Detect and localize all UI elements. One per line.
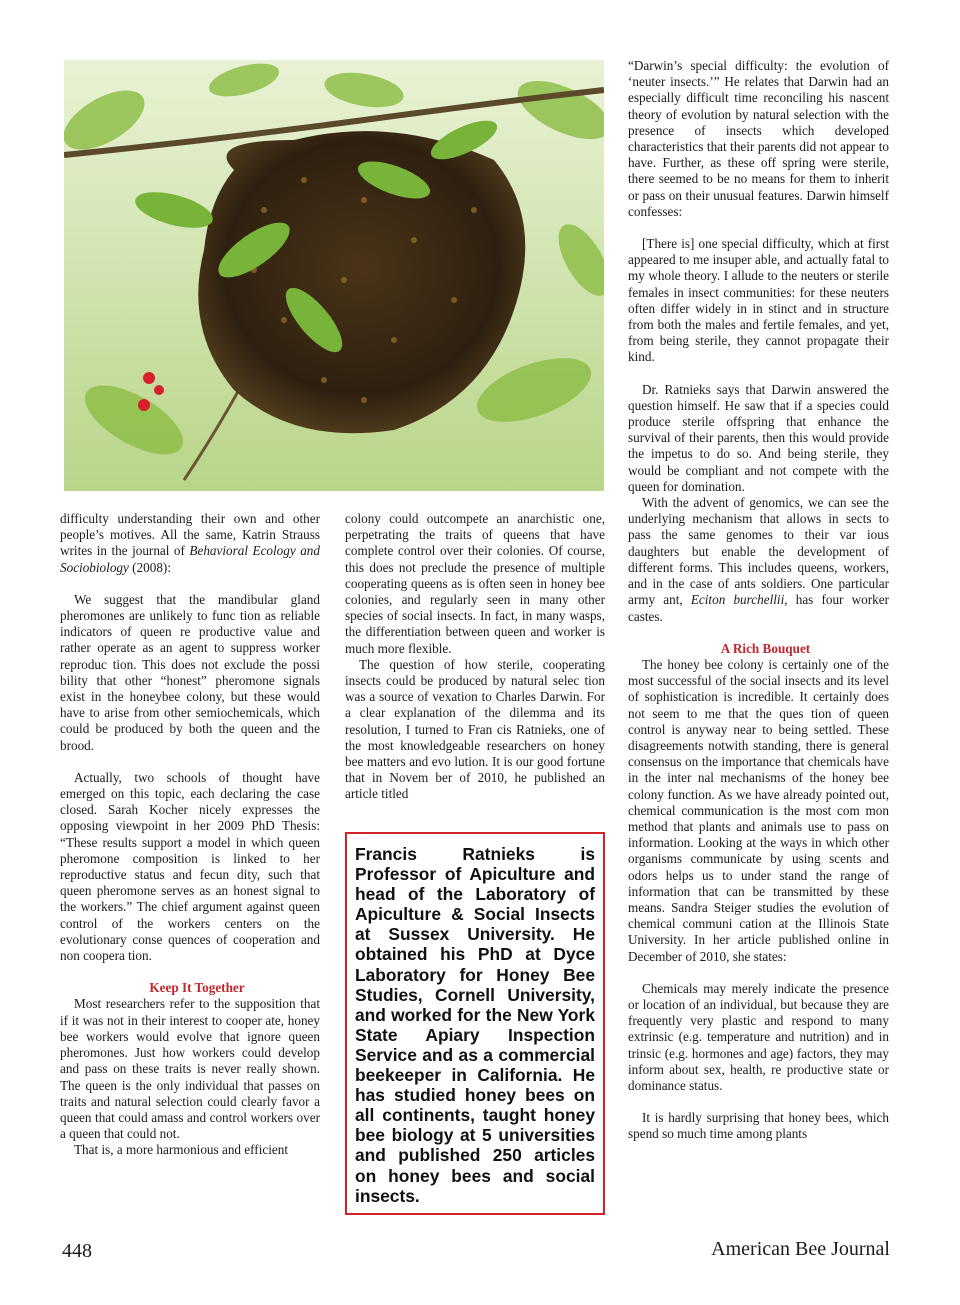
block-quote: Chemicals may merely indicate the presence or location of an individual, but because they are frequently very plastic and respond to many extrinsic (e.g. temperature and nutrition) and in trinsic (e.g. hormones and age) factors, they may inform about sex, health, re productive state or dominance status.	[628, 980, 889, 1093]
section-heading: Keep It Together	[149, 980, 245, 996]
paragraph: Actually, two schools of thought have emerged on this topic, each declaring the case closed. Sarah Kocher nicely expresses the opposing viewpoint in her 2009 PhD Thesis: “These results support a model in which queen pheromone composition is linked to her reproductive status and fecun dity, such that queen pheromone serves as an honest signal to the workers.” The chief argument against queen control of the workers centers on the evolutionary conse quences of cooperation and non coopera tion.	[60, 769, 320, 964]
right-column	[628, 58, 889, 1143]
bee-swarm-photo	[64, 60, 604, 491]
page-number: 448	[62, 1240, 92, 1262]
block-quote: We suggest that the mandibular gland pheromones are unlikely to func tion as reliable indicators of queen re productive value and rather operate as an agent to suppress worker reproduc tion. This does not exclude the possi bility that other “honest” pheromone signals exist in the honeybee colony, but these would have to arise from other semiochemicals, which could be produced by both the queen and the brood.	[60, 591, 320, 753]
section-heading: A Rich Bouquet	[720, 640, 811, 656]
paragraph: The honey bee colony is certainly one of the most successful of the social insects and its level of sophistication is incredible. It certainly does not seem to me that the ques tion of queen control is anyway near to being settled. These disagreements notwith standing, there is general consensus on the importance that chemicals have in the inter nal mechanisms of the honey bee colony function. As we have already pointed out, chemical communication is the most com mon method that plants and animals use to pass on information. Looking at the ways in which other organisms communicate by using scents and odors helps us to under stand the range of information that can be transmitted by these means. Sandra Steiger studies the evolution of chemical communi cation at the Illinois State University. In her article published online in December of 2010, she states:	[628, 656, 889, 964]
author-name: Francis Ratnieks	[355, 844, 535, 864]
bee-swarm-illustration	[64, 60, 604, 491]
paragraph: With the advent of genomics, we can see the underlying mechanism that allows in sects to pass the same genomes to their var ious daughters but enable the development of different forms. This includes queens, workers, and in the case of ants soldiers. One particular army ant, Eciton burchellii, has four worker castes.	[628, 495, 889, 624]
left-column	[60, 511, 320, 1159]
paragraph: The question of how sterile, cooperating insects could be produced by natural selec tion was a source of vexation to Charles Darwin. For a clear explanation of the dilemma and its resolution, I turned to Fran cis Ratnieks, one of the most knowledgeable researchers on honey bee matters and evo lution. It is our good fortune that in Novem ber of 2010, he published an article titled	[345, 656, 605, 802]
author-bio-text: is Professor of Apiculture and head of the Laboratory of Apiculture & Social Insects at Sussex University. He obtained his PhD at Dyce Laboratory for Honey Bee Studies, Cornell University, and worked for the New York State Apiary Inspection Service and as a commercial beekeeper in California. He has studied honey bees on all continents, taught honey bee biology at 5 universities and published 250 articles on honey bees and social insects.	[355, 844, 595, 1206]
species-name: Eciton burchellii	[690, 592, 785, 608]
paragraph: It is hardly surprising that honey bees, which spend so much time among plants	[628, 1110, 889, 1142]
middle-column	[345, 511, 605, 803]
block-quote: [There is] one special difficulty, which at first appeared to me insuper able, and actually fatal to my whole theory. I allude to the neuters or sterile females in insect communities: for these neuters often differ widely in in stinct and in structure from both the males and fertile females, and yet, from being sterile, they cannot propagate their kind.	[628, 236, 889, 365]
paragraph: Dr. Ratnieks says that Darwin answered the question himself. He saw that if a species could produce sterile offspring that enhance the survival of their parents, then this would provide the impetus to do so. And being sterile, they would be compliant and not compete with the queen for domination.	[628, 381, 889, 494]
paragraph: Most researchers refer to the supposition that if it was not in their interest to cooper ate, honey bee workers would evolve that ignore queen pheromones. Just how workers could develop and pass on these traits is never really shown. The queen is the only individual that passes on traits and natural selection could clearly favor a queen that could amass and control workers over a queen that could not.	[60, 996, 320, 1142]
journal-title: Behavioral Ecology and Sociobiology	[60, 543, 320, 575]
paragraph: “Darwin’s special difficulty: the evolution of ‘neuter insects.’” He relates that Darwin had an especially difficult time reconciling his nascent theory of evolution by natural selection with the presence of insects which developed characteristics that their parents did not appear to have. Further, as these off spring were sterile, there seemed to be no means for them to inherit or pass on their unusual features. Darwin himself confesses:	[628, 58, 889, 219]
author-bio-box	[345, 832, 605, 1215]
paragraph: That is, a more harmonious and efficient	[74, 1142, 288, 1158]
journal-name: American Bee Journal	[711, 1238, 890, 1260]
paragraph: colony could outcompete an anarchistic one, perpetrating the traits of queens that have complete control over their colonies. Of course, this does not preclude the presence of multiple cooperating queens as is often seen in honey bee colonies, and regularly seen in many other species of social insects. In fact, in many wasps, the differentiation between queen and worker is much more flexible.	[345, 511, 605, 656]
paragraph: difficulty understanding their own and other people’s motives. All the same, Katrin Strauss writes in the journal of Behavioral Ecology and Sociobiology (2008):	[60, 511, 320, 575]
